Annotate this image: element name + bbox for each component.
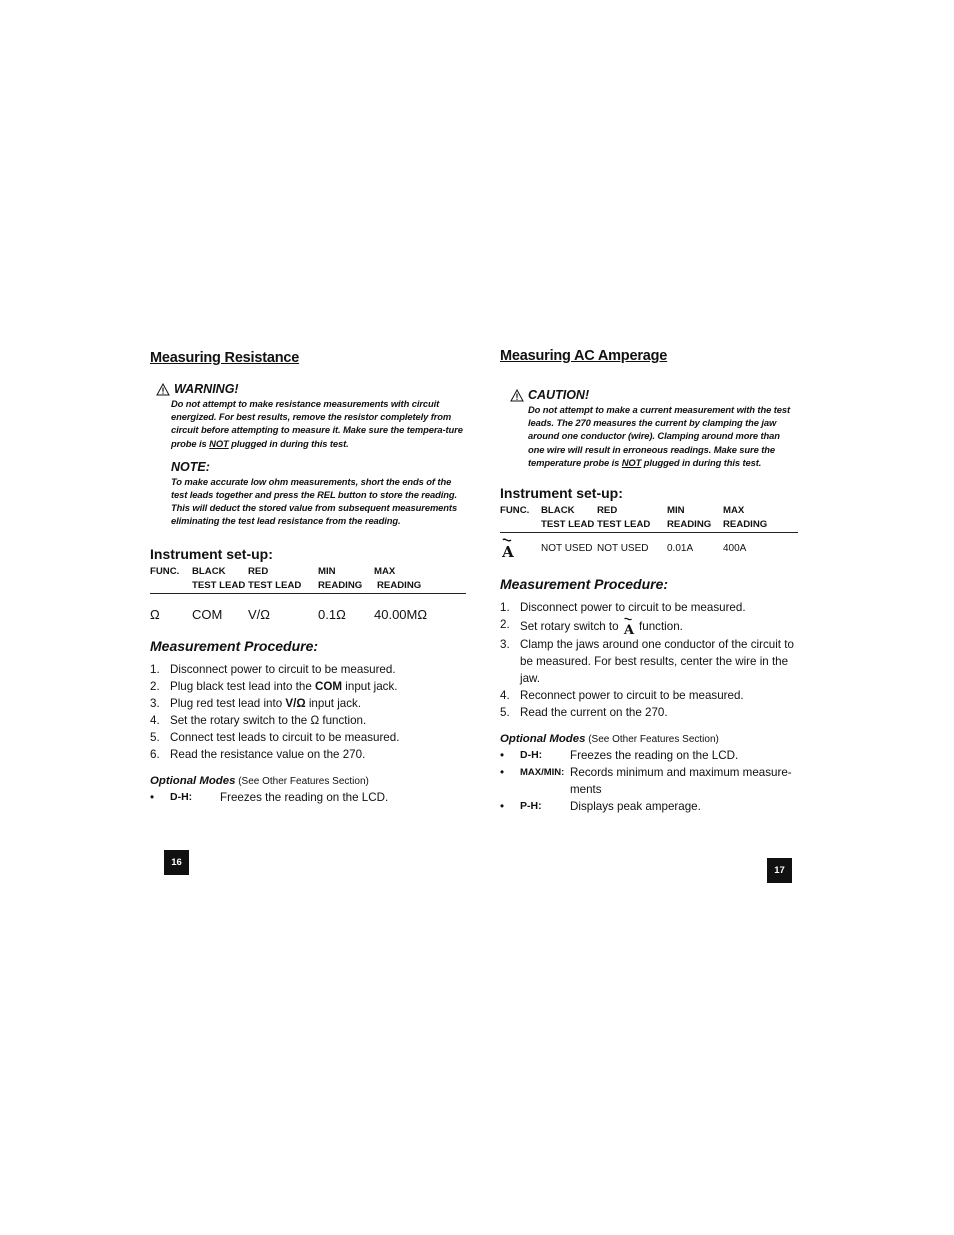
list-item: 1. Disconnect power to circuit to be measured. [150,662,396,676]
procedure-title: Measurement Procedure: [500,576,669,593]
list-item: 4. Reconnect power to circuit to be measured. [500,689,744,703]
black-lead-value: COM [192,606,223,622]
header-red-lead: RED TEST LEAD [597,504,667,533]
section-title-ac-amperage: Measuring AC Amperage [500,348,668,364]
header-black-lead: BLACK TEST LEAD [192,565,248,594]
setup-table [500,504,798,562]
list-item: 4. Set the rotary switch to the Ω function. [150,713,367,727]
list-item: 2. Plug black test lead into the COM input jack. [150,679,398,693]
header-func: FUNC. [150,565,192,594]
page-16-content [150,350,466,806]
setup-header-row [150,565,466,594]
note-block [171,460,466,528]
list-item: • D-H: Freezes the reading on the LCD. [150,790,389,804]
red-lead-value: NOT USED [597,542,649,554]
procedure-title: Measurement Procedure: [150,637,319,654]
setup-table [150,565,466,622]
min-reading-value: 0.1Ω [318,606,346,622]
header-red-lead: RED TEST LEAD [248,565,318,594]
setup-title: Instrument set-up: [150,545,273,562]
caution-triangle-icon [510,389,524,402]
warning-triangle-icon [156,383,170,396]
header-black-lead: BLACK TEST LEAD [541,504,597,533]
optional-modes-heading: Optional Modes (See Other Features Section) [150,774,369,787]
note-label: NOTE: [171,459,210,474]
page-number-16: 16 [164,850,189,875]
black-lead-value: NOT USED [541,542,593,554]
func-ohm-symbol: Ω [150,606,160,622]
ac-amps-icon [622,616,636,636]
list-item: 5. Connect test leads to circuit to be measured. [150,730,400,744]
warning-text: Do not attempt to make resistance measurements with circuit energized. For best results, remove the resistor completely from circuit before attempting to measure it. Make sure the tempera-ture probe is NOT plugged in during this test. [171,398,463,449]
header-min-reading: MIN READING [318,565,374,594]
page-number-17: 17 [767,858,792,883]
list-item: • D-H: Freezes the reading on the LCD. [500,749,739,763]
list-item: 2. Set rotary switch to A function. [500,618,683,637]
setup-title: Instrument set-up: [500,485,623,502]
warning-label: WARNING! [174,382,239,396]
setup-row [150,593,466,622]
setup-header-row [500,504,798,533]
procedure-steps [150,661,466,763]
list-item: • P-H: Displays peak amperage. [500,800,701,814]
list-item: 5. Read the current on the 270. [500,706,668,720]
page-17-content [500,348,798,815]
header-func: FUNC. [500,504,541,533]
note-text: To make accurate low ohm measurements, short the ends of the test leads together and press the REL button to store the reading. This will deduct the stored value from subsequent measurements eliminating the test lead resistance from the reading. [171,475,458,527]
list-item: 6. Read the resistance value on the 270. [150,747,366,761]
min-reading-value: 0.01A [667,542,694,554]
optional-modes-heading: Optional Modes (See Other Features Section) [500,733,719,746]
ac-amps-icon [500,537,516,559]
list-item: 3. Clamp the jaws around one conductor of the circuit to be measured. For best results, center the wire in the jaw. [500,638,794,686]
list-item: • MAX/MIN: Records minimum and maximum measure-ments [500,766,792,797]
procedure-steps [500,599,798,721]
header-max-reading: MAX READING [374,565,466,594]
caution-block [510,388,798,469]
header-min-reading: MIN READING [667,504,723,533]
list-item: 3. Plug red test lead into V/Ω input jack. [150,696,362,710]
header-max-reading: MAX READING [723,504,798,533]
max-reading-value: 40.00MΩ [374,606,428,622]
caution-label: CAUTION! [528,388,590,402]
caution-text: Do not attempt to make a current measurement with the test leads. The 270 measures the current by clamping the jaw around one conductor (wire). Clamping around more than one wire will result in erroneous readings. Make sure the temperature probe is NOT plugged in during this test. [528,404,790,468]
svg-text:A: A [623,622,634,637]
optional-modes-list [150,789,466,806]
optional-modes-list [500,747,798,815]
max-reading-value: 400A [723,542,747,554]
section-title-resistance: Measuring Resistance [150,350,300,366]
list-item: 1. Disconnect power to circuit to be measured. [500,601,746,615]
svg-text:A: A [502,543,514,560]
setup-row [500,533,798,563]
warning-block [156,382,466,450]
func-ac-amps-symbol [500,533,541,563]
red-lead-value: V/Ω [248,606,271,622]
